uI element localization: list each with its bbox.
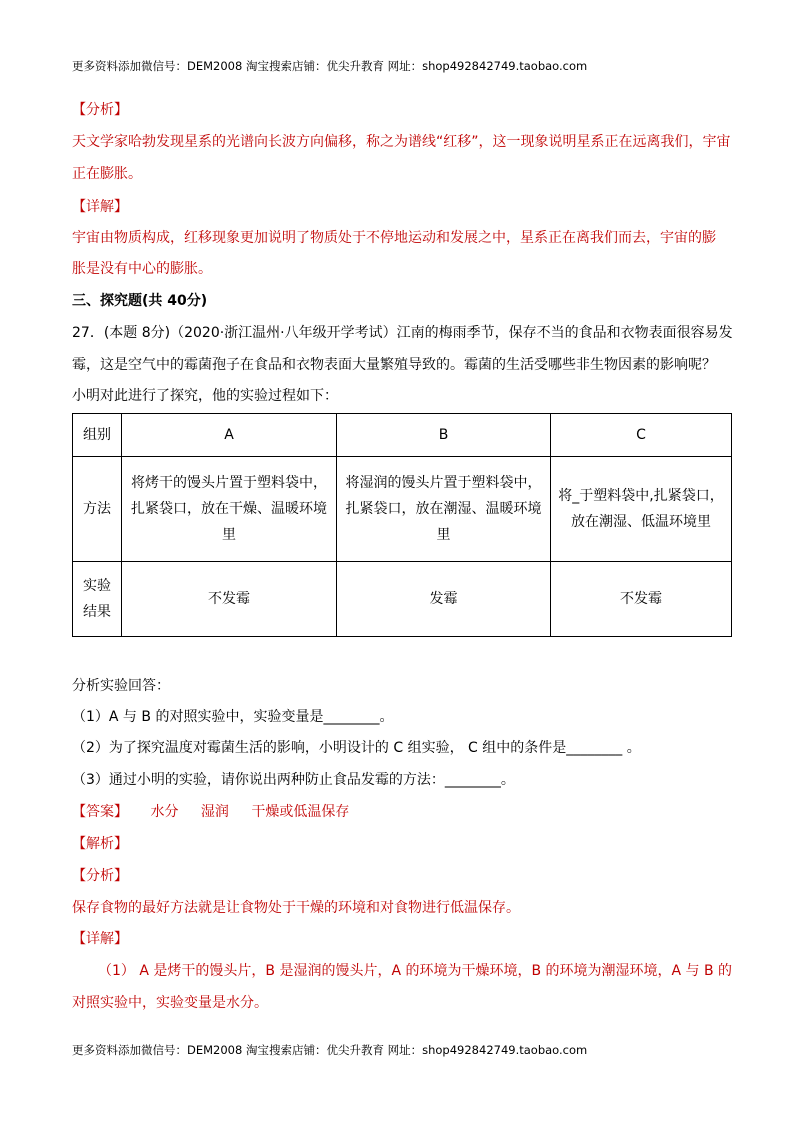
result-label-line-2: 结果: [83, 604, 111, 620]
page-header: 更多资料添加微信号：DEM2008 淘宝搜索店铺：优尖升教育 网址：shop492842749.taobao.com: [72, 59, 588, 73]
header-cell-group: 组别: [73, 414, 122, 457]
experiment-table: [72, 413, 732, 637]
detail-line-2: 胀是没有中心的膨胀。: [72, 261, 212, 277]
answer-3: 干燥或低温保存: [251, 804, 350, 820]
subquestion-1: （1）A 与 B 的对照实验中，实验变量是________。: [72, 709, 394, 725]
explain-label: 【解析】: [72, 836, 128, 852]
table-result-row: [73, 562, 732, 637]
prompt: 分析实验回答：: [72, 678, 170, 694]
detail-label: 【详解】: [72, 199, 128, 215]
answer-1: 水分: [150, 804, 179, 820]
analysis-line-1: 天文学家哈勃发现星系的光谱向长波方向偏移，称之为谱线“红移”，这一现象说明星系正在远离我们，宇宙: [72, 134, 731, 150]
result-cell-c: 不发霉: [551, 562, 732, 637]
result-cell-b: 发霉: [337, 562, 551, 637]
method-a-line-2: 扎紧袋口，放在干燥、温暖环境: [131, 501, 327, 517]
question-line-2: 霉，这是空气中的霉菌孢子在食品和衣物表面大量繁殖导致的。霉菌的生活受哪些非生物因素的影响呢？: [72, 357, 716, 373]
detail2-label: 【详解】: [72, 931, 128, 947]
result-label-line-1: 实验: [83, 578, 111, 594]
method-a-line-3: 里: [222, 527, 236, 543]
method-label: 方法: [73, 457, 122, 562]
header-cell-b: B: [337, 414, 551, 457]
header-cell-a: A: [122, 414, 337, 457]
method-a-line-1: 将烤干的馒头片置于塑料袋中，: [131, 475, 327, 491]
method-cell-b: [337, 457, 551, 562]
subquestion-3: （3）通过小明的实验，请你说出两种防止食品发霉的方法：________。: [72, 772, 515, 788]
header-cell-c: C: [551, 414, 732, 457]
page-footer: 更多资料添加微信号：DEM2008 淘宝搜索店铺：优尖升教育 网址：shop492842749.taobao.com: [72, 1043, 588, 1057]
method-c-line-1: 将_于塑料袋中,扎紧袋口，: [558, 488, 724, 504]
detail2-line-1: （1） A 是烤干的馒头片，B 是湿润的馒头片，A 的环境为干燥环境，B 的环境为潮湿环境，A 与 B 的: [98, 963, 733, 979]
method-b-line-1: 将湿润的馒头片置于塑料袋中，: [345, 475, 542, 491]
analysis-label: 【分析】: [72, 102, 128, 118]
section-title: 三、探究题(共 40分): [72, 293, 208, 309]
detail2-line-2: 对照实验中，实验变量是水分。: [72, 995, 268, 1011]
answer-line: [72, 802, 367, 822]
result-cell-a: 不发霉: [122, 562, 337, 637]
method-b-line-3: 里: [436, 527, 451, 543]
method-cell-c: [551, 457, 732, 562]
method-c-line-2: 放在潮湿、低温环境里: [571, 514, 711, 530]
answer-2: 湿润: [200, 804, 229, 820]
subquestion-2: （2）为了探究温度对霉菌生活的影响，小明设计的 C 组实验， C 组中的条件是________ 。: [72, 740, 641, 756]
method-cell-a: [122, 457, 337, 562]
analysis-line-2: 正在膨胀。: [72, 166, 142, 182]
question-line-3: 小明对此进行了探究，他的实验过程如下：: [72, 388, 338, 404]
table-header-row: [73, 414, 732, 457]
question-line-1: 27．(本题 8分)（2020·浙江温州·八年级开学考试）江南的梅雨季节，保存不当的食品和衣物表面很容易发: [72, 325, 733, 341]
answer-label: 【答案】: [72, 804, 128, 820]
analysis2-line: 保存食物的最好方法就是让食物处于干燥的环境和对食物进行低温保存。: [72, 900, 520, 916]
analysis2-label: 【分析】: [72, 868, 128, 884]
method-b-line-2: 扎紧袋口，放在潮湿、温暖环境: [345, 501, 542, 517]
detail-line-1: 宇宙由物质构成，红移现象更加说明了物质处于不停地运动和发展之中，星系正在离我们而去，宇宙的膨: [72, 230, 716, 246]
table-method-row: [73, 457, 732, 562]
result-label: [73, 562, 122, 637]
